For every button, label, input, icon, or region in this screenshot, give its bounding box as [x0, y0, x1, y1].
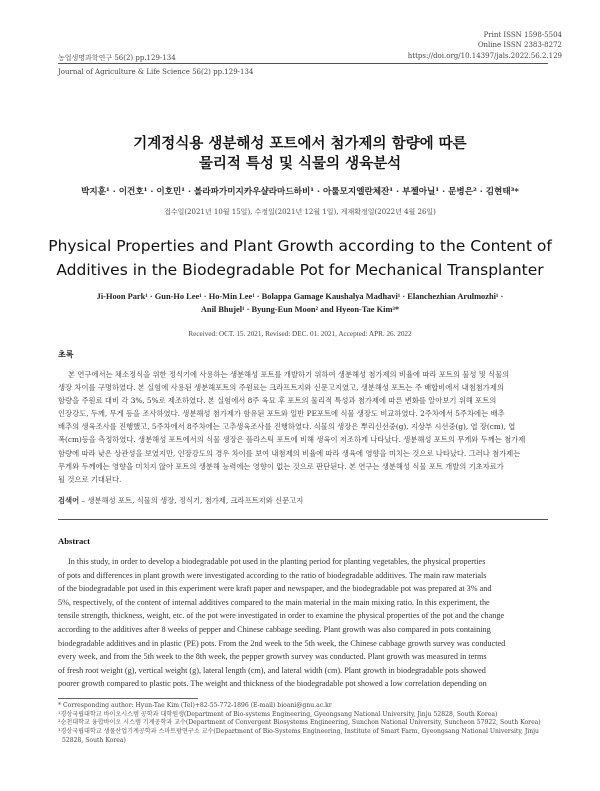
en-abstract-line: according to the additives after 8 weeks of pepper and Chinese cabbage seeding. Plant growth was also compared in pots containing: [58, 624, 491, 634]
en-dates: Received: OCT. 15. 2021, Revised: DEC. 01. 2021, Accepted: APR. 26. 2022: [188, 330, 412, 338]
doi-link[interactable]: https://doi.org/10.14397/jals.2022.56.2.129: [407, 52, 562, 60]
online-issn: Online ISSN 2383-8272: [477, 41, 562, 49]
ko-abstract-line: 될 것으로 기대된다.: [58, 474, 122, 484]
keywords: [58, 496, 303, 506]
ko-abstract-line: 폭(cm)등을 측정하였다. 생분해성 포트에서의 식물 생장은 플라스틱 포트에 비해 생육이 저조하게 나타났다. 생분해성 포트의 무게와 두께는 첨가제: [58, 435, 526, 445]
footnotes: [58, 702, 548, 746]
affiliation-note-3: ³경상국립대학교 생물산업기계공학과 스마트팜연구소 교수(Department of Bio-Systems Engineering, Institute of Smart Farm, Gyeongsang National University, Jinju: [58, 728, 539, 736]
en-authors-line1: Ji-Hoon Park¹ · Gun-Ho Lee¹ · Ho-Min Lee¹ · Bolappa Gamage Kaushalya Madhavi¹ · Elanchezhian Arulmozhi¹ ·: [96, 292, 504, 301]
en-abstract-line: every week, and from the 5th week to the 8th week, the pepper growth survey was conducted. Plant growth was measured in terms: [58, 652, 487, 662]
ko-abstract-line: 본 연구에서는 채소정식을 위한 정식기에 사용하는 생분해성 포트를 개발하기 위하여 생분해성 첨가제의 비율에 따라 포트의 물성 및 식물의: [68, 370, 510, 379]
en-journal-ref: Journal of Agriculture & Life Science 56(2) pp.129-134: [58, 68, 254, 76]
ko-abstract-line: 함량을 주원료 대비 각 3%, 5%로 제조하였다. 본 실험에서 8주 육묘 후 포트의 물리적 특성과 첨가제에 따른 변화를 알아보기 위해 포트의: [58, 396, 497, 406]
en-abstract-line: tensile strength, thickness, weight, etc. of the pot were investigated in order to examine the physical properties of the pot and the change: [58, 611, 505, 621]
en-authors-line2: Anil Bhujel¹ · Byung-Eun Moon² and Hyeon-Tae Kim³*: [200, 305, 400, 314]
keywords-label: 검색어: [58, 496, 80, 505]
keywords-separator: –: [81, 496, 88, 505]
corresponding-author-note: * Corresponding author: Hyun-Tae Kim (Tel)+82-55-772-1896 (E-mail) bioani@gnu.ac.kr: [58, 702, 332, 709]
ko-abstract-body: [58, 368, 548, 486]
en-title-line2: Additives in the Biodegradable Pot for Mechanical Transplanter: [56, 261, 544, 279]
ko-abstract-line: 배추의 생육조사를 진행했고, 5주차에서 8주차에는 고추생육조사를 진행하였다. 식물의 생장은 뿌리신선중(g), 지상부 시선중(g), 엽 장(cm), 엽: [58, 422, 516, 432]
keywords-list: 생분해성 포트, 식물의 생장, 정식기, 첨가제, 크라프트지와 신문고지: [87, 496, 304, 505]
print-issn: Print ISSN 1598-5504: [483, 31, 562, 39]
en-abstract-line: of the biodegradable pot used in this experiment were kraft paper and newspaper, and the biodegradable pot was prepared at 3% and: [58, 584, 492, 594]
ko-abstract-line: 인장강도, 두께, 무게 등을 조사하였다. 생분해성 첨가제가 함유된 포트와 일반 PE포트에 식물 생장도 비교하였다. 2주차에서 5주차에는 배추: [58, 409, 505, 419]
ko-journal-ref: 농업생명과학연구 56(2) pp.129-134: [58, 54, 176, 62]
en-abstract-line: In this study, in order to develop a biodegradable pot used in the planting period for planting vegetables, the physical properties: [68, 557, 486, 566]
en-abstract-line: biodegradable additives and in plastic (PE) pots. From the 2nd week to the 5th week, the Chinese cabbage growth survey was conducted: [58, 638, 506, 648]
en-abstract-line: of pots and differences in plant growth were investigated according to the ratio of biodegradable additives. The main raw materials: [58, 570, 487, 580]
ko-abstract-line: 무게와 두께에는 영향을 미치지 않아 포트의 생분해 능력에는 영향이 없는 것으로 판단된다. 본 연구는 생분해성 식물 포트 개발의 기초자료가: [58, 461, 504, 471]
affiliation-note-1: ¹경상국립대학교 바이오시스템 공학과 대학원생(Department of Bio-systems Engineering, Gyeongsang National University, Jinju 52828, South Korea): [58, 710, 498, 718]
section-rule: [58, 519, 548, 520]
en-abstract-heading: Abstract: [58, 536, 90, 546]
ko-abstract-line: 함량에 따라 낮은 상관성을 보였지만, 인장강도의 경우 차이를 보여 내첨제의 비율에 따라 생육에 영향을 미치는 것으로 나타났다. 그러나 첨가제는: [58, 448, 521, 458]
en-abstract-line: poorer growth compared to plastic pots. The weight and thickness of the biodegradable pot showed a low correlation depending on: [58, 679, 487, 689]
header-rule: [58, 63, 548, 64]
affiliation-note-3-cont: 52828, South Korea): [62, 736, 126, 744]
affiliation-note-2: ²순천대학교 융합바이오 시스템 기계공학과 교수(Department of Convergent Biosystems Engineering, Sunchon National University, Suncheon 57922, South Korea): [58, 719, 541, 727]
ko-dates: 접수일(2021년 10월 15일), 수정일(2021년 12월 1일), 게재확정일(2022년 4월 26일): [164, 208, 436, 216]
ko-abstract-line: 생장 차이를 구명하였다. 본 실험에 사용된 생분해포트의 주원료는 크라프트지와 신문고지였고, 생분해성 포트는 주 배합비에서 내첨첨가제의: [58, 383, 504, 393]
ko-authors: 박지훈¹ · 이건호¹ · 이호민¹ · 볼라파가미지카우샬라마드하비¹ · 아룰모지엘란체잔¹ · 부젤아닐¹ · 문병은² · 김현태³*: [81, 187, 519, 197]
en-abstract-line: 5%, respectively, of the content of internal additives compared to the main material in the main mixing ratio. In this experiment, the: [58, 597, 490, 607]
ko-title-line1: 기계정식용 생분해성 포트에서 첨가제의 함량에 따른: [133, 135, 467, 152]
ko-abstract-heading: 초록: [58, 349, 74, 359]
footnote-rule: [58, 698, 198, 699]
en-title-line1: Physical Properties and Plant Growth according to the Content of: [48, 237, 552, 255]
ko-title-line2: 물리적 특성 및 식물의 생육분석: [198, 155, 402, 172]
en-abstract-line: of fresh root weight (g), vertical weight (g), lateral length (cm), and lateral width (cm). Plant growth in biodegradable pots showed: [58, 665, 486, 675]
en-abstract-body: [58, 555, 548, 691]
